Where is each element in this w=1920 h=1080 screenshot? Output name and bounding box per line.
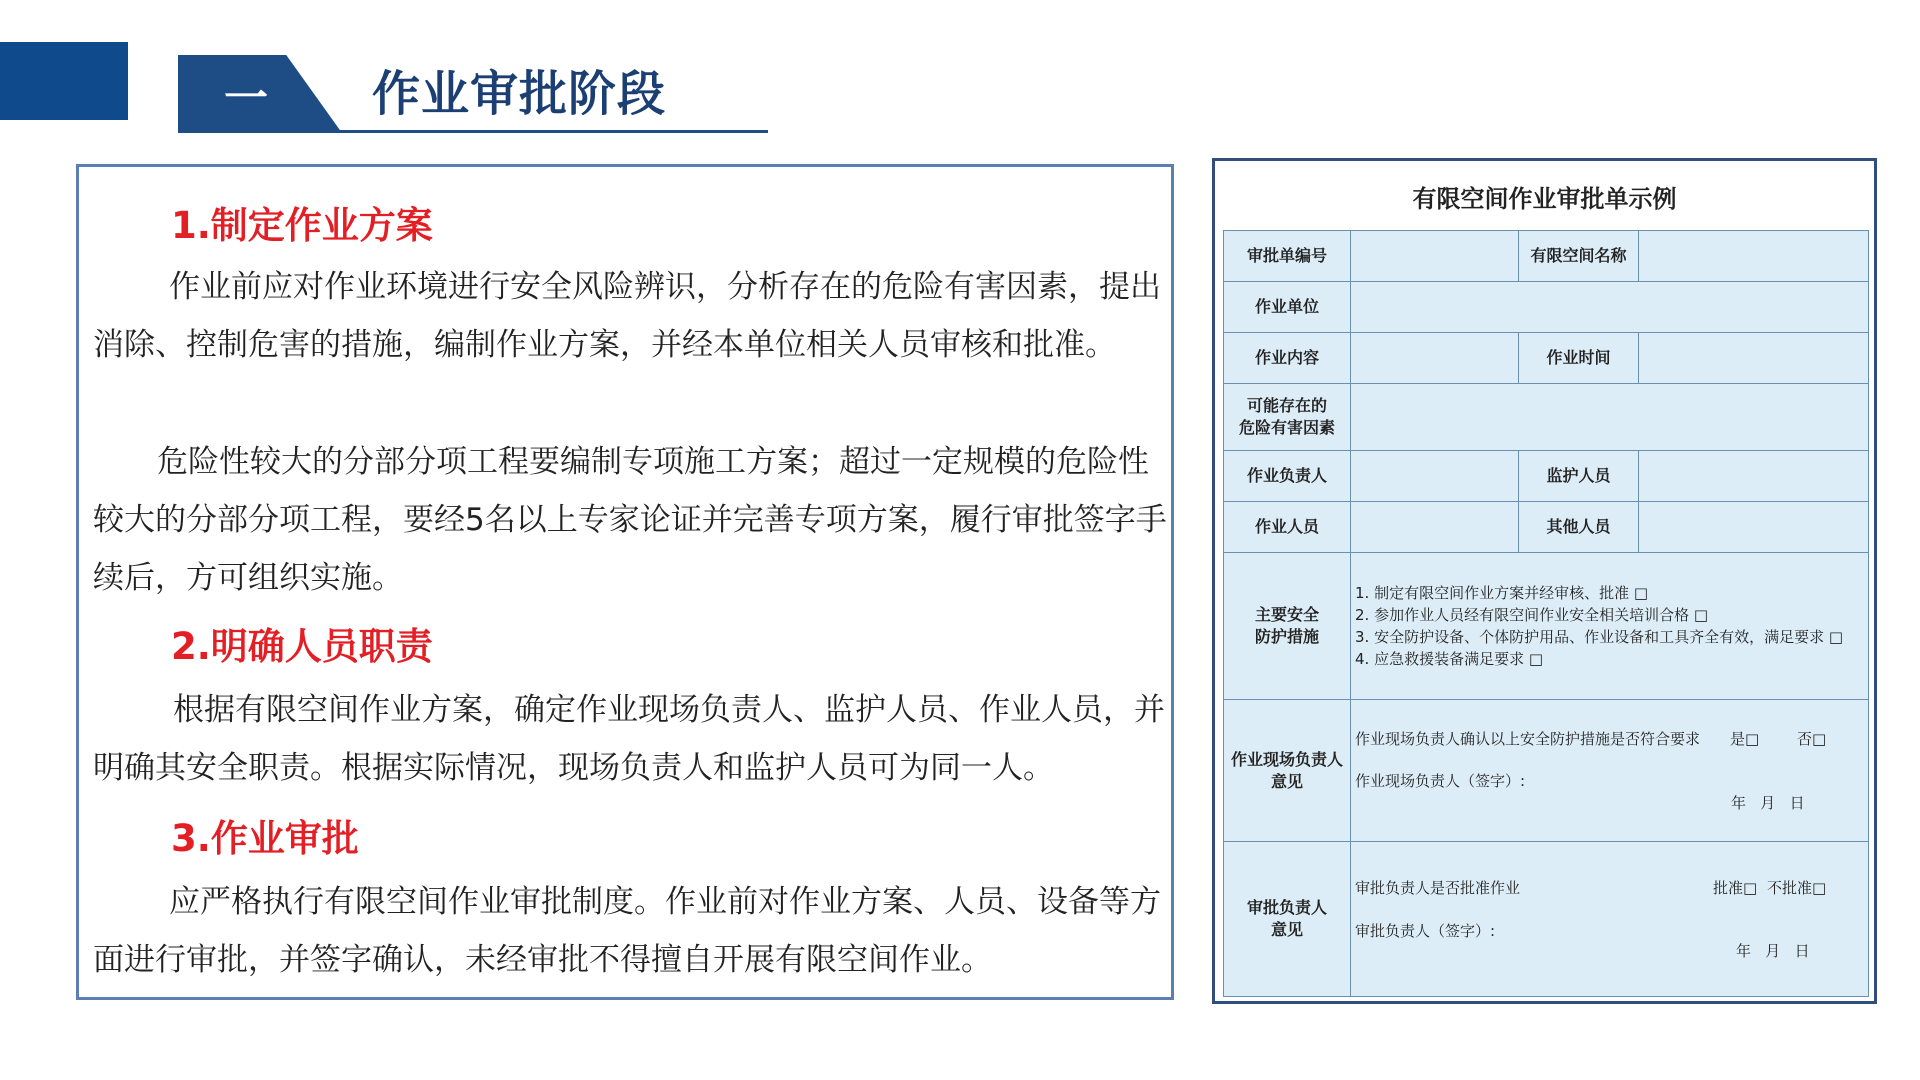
field-work-time[interactable] (1639, 333, 1869, 384)
field-guardian[interactable] (1639, 451, 1869, 502)
title-underline (178, 130, 768, 133)
approver-date: 年 月 日 (1736, 942, 1810, 960)
table-row (1224, 384, 1869, 451)
site-no-checkbox[interactable]: 否□ (1797, 730, 1827, 748)
site-yes-checkbox[interactable]: 是□ (1730, 730, 1760, 748)
paragraph-duties: 根据有限空间作业方案，确定作业现场负责人、监护人员、作业人员，并明确其安全职责。根据实际情况，现场负责人和监护人员可为同一人。 (93, 692, 1165, 786)
reject-checkbox[interactable]: 不批准□ (1767, 879, 1827, 897)
approver-opinion-cell (1351, 842, 1869, 997)
approve-checkbox[interactable]: 批准□ (1713, 879, 1758, 897)
label-site-opinion: 作业现场负责人 意见 (1224, 700, 1351, 842)
form-title: 有限空间作业审批单示例 (1412, 185, 1677, 213)
table-row (1224, 553, 1869, 700)
field-space-name[interactable] (1639, 231, 1869, 282)
field-workers[interactable] (1351, 502, 1519, 553)
table-row (1224, 231, 1869, 282)
heading-plan: 1.制定作业方案 (171, 204, 433, 247)
site-signature-label: 作业现场负责人（签字）: (1355, 772, 1526, 790)
field-work-content[interactable] (1351, 333, 1519, 384)
table-row (1224, 700, 1869, 842)
label-approver-opinion: 审批负责人 意见 (1224, 842, 1351, 997)
site-confirm-question: 作业现场负责人确认以上安全防护措施是否符合要求 (1355, 730, 1701, 748)
approver-signature-label: 审批负责人（签字）: (1355, 922, 1496, 940)
label-work-leader: 作业负责人 (1224, 451, 1351, 502)
label-hazards: 可能存在的 危险有害因素 (1224, 384, 1351, 451)
measure-item[interactable]: 1. 制定有限空间作业方案并经审核、批准 □ (1355, 584, 1649, 602)
label-guardian: 监护人员 (1519, 451, 1639, 502)
table-row (1224, 282, 1869, 333)
approval-form-table (1223, 230, 1869, 997)
table-row (1224, 842, 1869, 997)
paragraph-plan-2: 危险性较大的分部分项工程要编制专项施工方案；超过一定规模的危险性较大的分部分项工程，要经5名以上专家论证并完善专项方案，履行审批签字手续后，方可组织实施。 (93, 444, 1167, 596)
heading-approval: 3.作业审批 (171, 817, 359, 860)
label-measures: 主要安全 防护措施 (1224, 553, 1351, 700)
label-work-content: 作业内容 (1224, 333, 1351, 384)
text-panel (76, 164, 1174, 1000)
field-hazards[interactable] (1351, 384, 1869, 451)
label-others: 其他人员 (1519, 502, 1639, 553)
paragraph-plan-1: 作业前应对作业环境进行安全风险辨识，分析存在的危险有害因素，提出消除、控制危害的措施，编制作业方案，并经本单位相关人员审核和批准。 (93, 269, 1161, 363)
measure-item[interactable]: 2. 参加作业人员经有限空间作业安全相关培训合格 □ (1355, 606, 1709, 624)
heading-duties: 2.明确人员职责 (171, 625, 433, 668)
label-approval-no: 审批单编号 (1224, 231, 1351, 282)
measures-list (1351, 553, 1869, 700)
site-date: 年 月 日 (1731, 794, 1805, 812)
section-number: 一 (224, 73, 268, 124)
table-row (1224, 502, 1869, 553)
field-others[interactable] (1639, 502, 1869, 553)
field-approval-no[interactable] (1351, 231, 1519, 282)
table-row (1224, 451, 1869, 502)
field-work-leader[interactable] (1351, 451, 1519, 502)
table-row (1224, 333, 1869, 384)
label-workers: 作业人员 (1224, 502, 1351, 553)
label-work-time: 作业时间 (1519, 333, 1639, 384)
label-space-name: 有限空间名称 (1519, 231, 1639, 282)
label-work-unit: 作业单位 (1224, 282, 1351, 333)
approver-question: 审批负责人是否批准作业 (1355, 879, 1521, 897)
field-work-unit[interactable] (1351, 282, 1869, 333)
paragraph-approval: 应严格执行有限空间作业审批制度。作业前对作业方案、人员、设备等方面进行审批，并签字确认，未经审批不得擅自开展有限空间作业。 (93, 884, 1161, 978)
page-title: 作业审批阶段 (372, 65, 667, 122)
corner-accent-block (0, 42, 128, 120)
measure-item[interactable]: 3. 安全防护设备、个体防护用品、作业设备和工具齐全有效，满足要求 □ (1355, 628, 1844, 646)
site-opinion-cell (1351, 700, 1869, 842)
measure-item[interactable]: 4. 应急救援装备满足要求 □ (1355, 650, 1544, 668)
approval-form-example (1212, 158, 1877, 1004)
